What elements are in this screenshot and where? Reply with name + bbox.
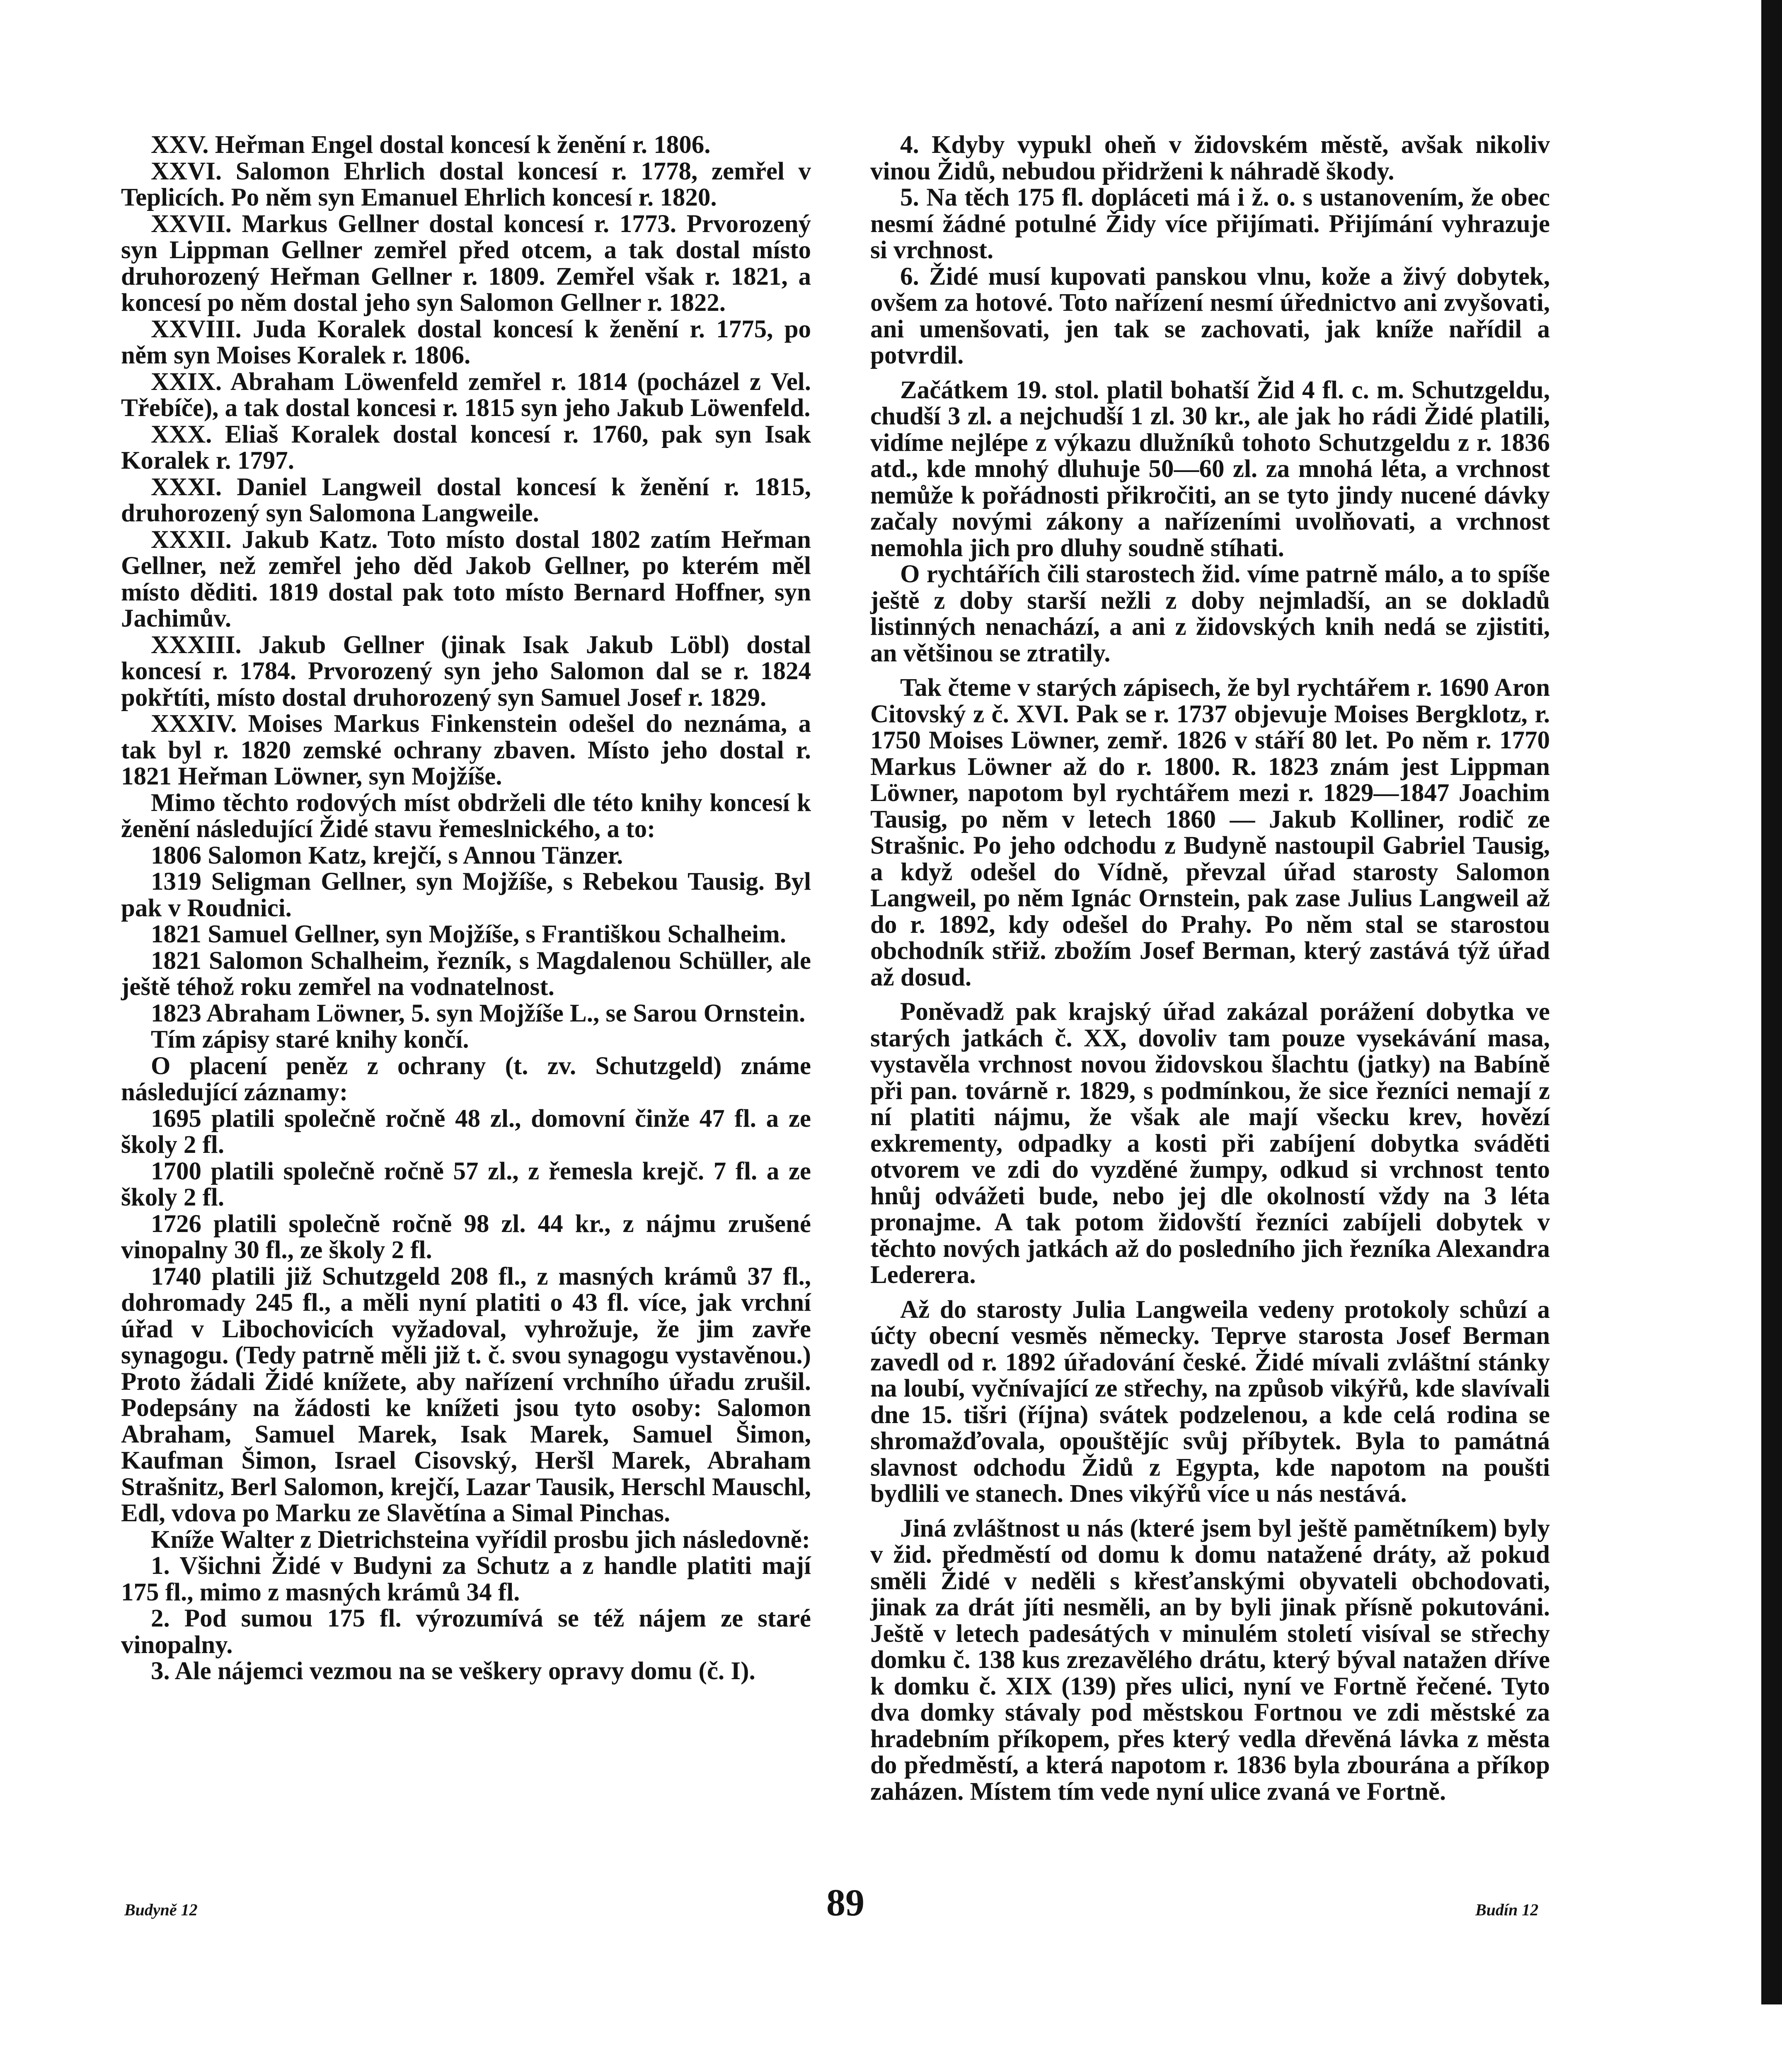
paragraph: 6. Židé musí kupovati panskou vlnu, kože a živý dobytek, ovšem za hotové. Toto nařízení nesmí úřednictvo ani zvyšovati, ani umenšovati, jen tak se zachovati, jak kníže nařídil a potvrdil. (870, 262, 1550, 369)
page-footer (0, 1883, 1761, 1922)
paragraph: 1319 Seligman Gellner, syn Mojžíše, s Rebekou Tausig. Byl pak v Roudnici. (121, 868, 811, 922)
left-column (121, 132, 811, 1685)
paragraph: 1700 platili společně ročně 57 zl., z řemesla krejč. 7 fl. a ze školy 2 fl. (121, 1157, 811, 1211)
paragraph: 1823 Abraham Löwner, 5. syn Mojžíše L., se Sarou Ornstein. (151, 999, 806, 1027)
paragraph: 2. Pod sumou 175 fl. výrozumívá se též nájem ze staré vinopalny. (121, 1605, 811, 1659)
paragraph: Tím zápisy staré knihy končí. (151, 1026, 469, 1053)
paragraph: Kníže Walter z Dietrichsteina vyřídil prosbu jich následovně: (151, 1525, 811, 1554)
paragraph: 1740 platili již Schutzgeld 208 fl., z masných krámů 37 fl., dohromady 245 fl., a měli nyní platiti o 43 fl. více, jak vrchní úřad v Libochovicích vyžadoval, vyhrožuje, že jim zavře synagogu. (Tedy patrně měli již t. č. svou synagogu vystavěnou.) Proto žádali Židé knížete, aby nařízení vrchního úřadu zrušil. Podepsány na žádosti ke knížeti jsou tyto osoby: Salomon Abraham, Samuel Marek, Isak Marek, Samuel Šimon, Kaufman Šimon, Israel Cisovský, Heršl Marek, Abraham Strašnitz, Berl Salomon, krejčí, Lazar Tausik, Herschl Mauschl, Edl, vdova po Marku ze Slavětína a Simal Pinchas. (121, 1262, 811, 1527)
paragraph: XXX. Eliaš Koralek dostal koncesí r. 1760, pak syn Isak Koralek r. 1797. (121, 420, 811, 474)
paragraph: XXVI. Salomon Ehrlich dostal koncesí r. 1778, zemřel v Teplicích. Po něm syn Emanuel Ehrlich koncesí r. 1820. (121, 157, 811, 211)
paragraph: Poněvadž pak krajský úřad zakázal porážení dobytka ve starých jatkách č. XX, dovoliv tam pouze vysekávání masa, vystavěla vrchnost novou židovskou šlachtu (jatky) na Babíně při pan. továrně r. 1829, s podmínkou, že sice řezníci nemají z ní platiti nájmu, že však ale mají všecku krev, hovězí exkrementy, odpadky a kosti při zabíjení dobytka sváděti otvorem ve zdi do vyzděné žumpy, odkud si vrchnost tento hnůj odvážeti bude, nebo jej dle okolností vždy na 3 léta pronajme. A tak potom židovští řezníci zabíjeli dobytek v těchto nových jatkách až do posledního jich řezníka Alexandra Lederera. (870, 998, 1550, 1289)
paragraph: 1. Všichni Židé v Budyni za Schutz a z handle platiti mají 175 fl., mimo z masných krámů 34 fl. (121, 1552, 811, 1606)
paragraph: XXVIII. Juda Koralek dostal koncesí k ženění r. 1775, po něm syn Moises Koralek r. 1806. (121, 315, 811, 369)
footer-left-signature: Budyně 12 (124, 1900, 198, 1919)
paragraph: O placení peněz z ochrany (t. zv. Schutzgeld) známe následující záznamy: (121, 1052, 811, 1106)
paragraph: O rychtářích čili starostech žid. víme patrně málo, a to spíše ještě z doby starší nežli z doby nejmladší, an se dokladů listinných nenachází, a ani z židovských knih nedá se zjistiti, an většinou se ztratily. (870, 560, 1550, 667)
paragraph: 4. Kdyby vypukl oheň v židovském městě, avšak nikoliv vinou Židů, nebudou přidrženi k náhradě škody. (870, 131, 1550, 185)
paragraph: 3. Ale nájemci vezmou na se veškery opravy domu (č. I). (151, 1657, 755, 1685)
paragraph: XXV. Heřman Engel dostal koncesí k ženění r. 1806. (151, 131, 711, 159)
paragraph: 1726 platili společně ročně 98 zl. 44 kr., z nájmu zrušené vinopalny 30 fl., ze školy 2 fl. (121, 1210, 811, 1264)
paragraph: XXXI. Daniel Langweil dostal koncesí k ženění r. 1815, druhorozený syn Salomona Langweile. (121, 473, 811, 527)
paragraph: Jiná zvláštnost u nás (které jsem byl ještě pamětníkem) byly v žid. předměstí od domu k domu natažené dráty, až pokud směli Židé v neděli s křesťanskými obyvateli obchodovati, jinak za drát jíti nesměli, an by byli jinak přísně pokutováni. Ještě v letech padesátých v minulém století visíval se střechy domku č. 138 kus zrezavělého drátu, který býval natažen dříve k domku č. XIX (139) přes ulici, nyní ve Fortně řečené. Tyto dva domky stávaly pod městskou Fortnou ve zdi městské za hradebním příkopem, přes který vedla dřevěná lávka z města do předměstí, a která napotom r. 1836 byla zbourána a příkop zaházen. Místem tím vede nyní ulice zvaná ve Fortně. (870, 1514, 1550, 1806)
paragraph: XXXIV. Moises Markus Finkenstein odešel do neznáma, a tak byl r. 1820 zemské ochrany zbaven. Místo jeho dostal r. 1821 Heřman Löwner, syn Mojžíše. (121, 710, 811, 790)
page-number: 89 (826, 1881, 864, 1924)
right-column (870, 132, 1550, 1805)
paragraph: 1821 Samuel Gellner, syn Mojžíše, s Františkou Schalheim. (151, 920, 786, 948)
paragraph: XXVII. Markus Gellner dostal koncesí r. 1773. Prvorozený syn Lippman Gellner zemřel před otcem, a tak dostal místo druhorozený Heřman Gellner r. 1809. Zemřel však r. 1821, a koncesí po něm dostal jeho syn Salomon Gellner r. 1822. (121, 210, 811, 317)
paragraph: XXXIII. Jakub Gellner (jinak Isak Jakub Löbl) dostal koncesí r. 1784. Prvorozený syn jeho Salomon dal se r. 1824 pokřtíti, místo dostal druhorozený syn Samuel Josef r. 1829. (121, 631, 811, 712)
paragraph: Až do starosty Julia Langweila vedeny protokoly schůzí a účty obecní vesměs německy. Teprve starosta Josef Berman zavedl od r. 1892 úřadování české. Židé mívali zvláštní stánky na loubí, vyčnívající ze střechy, na způsob vikýřů, kde slavívali dne 15. tišri (října) svátek podzelenou, a kde celá rodina se shromažďovala, opouštějíc svůj příbytek. Byla to památná slavnost odchodu Židů z Egypta, kde napotom na poušti bydlili ve stanech. Dnes vikýřů více u nás nestává. (870, 1295, 1550, 1508)
paragraph: 1821 Salomon Schalheim, řezník, s Magdalenou Schüller, ale ještě téhož roku zemřel na vodnatelnost. (121, 946, 811, 1001)
paragraph: XXIX. Abraham Löwenfeld zemřel r. 1814 (pocházel z Vel. Třebíče), a tak dostal koncesi r. 1815 syn jeho Jakub Löwenfeld. (121, 368, 811, 422)
paragraph: XXXII. Jakub Katz. Toto místo dostal 1802 zatím Heřman Gellner, než zemřel jeho děd Jakob Gellner, po kterém měl místo děditi. 1819 dostal pak toto místo Bernard Hoffner, syn Jachimův. (121, 525, 811, 632)
paragraph: Začátkem 19. stol. platil bohatší Žid 4 fl. c. m. Schutzgeldu, chudší 3 zl. a nejchudší 1 zl. 30 kr., ale jak ho rádi Židé platili, vidíme nejlépe z výkazu dlužníků tohoto Schutzgeldu z r. 1836 atd., kde mnohý dluhuje 50—60 zl. za mnohá léta, a vrchnost nemůže k pořádnosti přikročiti, an se tyto jindy nucené dávky začaly novými zákony a nařízeními uvolňovati, a vrchnost nemohla jich pro dluhy soudně stíhati. (870, 376, 1550, 562)
paragraph: 1695 platili společně ročně 48 zl., domovní činže 47 fl. a ze školy 2 fl. (121, 1104, 811, 1159)
paragraph: Tak čteme v starých zápisech, že byl rychtářem r. 1690 Aron Citovský z č. XVI. Pak se r. 1737 objevuje Moises Bergklotz, r. 1750 Moises Löwner, zemř. 1826 v stáří 80 let. Po něm r. 1770 Markus Löwner až do r. 1800. R. 1823 znám jest Lippman Löwner, napotom byl rychtářem mezi r. 1829—1847 Joachim Tausig, po něm v letech 1860 — Jakub Kolliner, rodič ze Strašnic. Po jeho odchodu z Budyně nastoupil Gabriel Tausig, a když odešel do Vídně, převzal úřad starosty Salomon Langweil, po něm Ignác Ornstein, pak zase Julius Langweil až do r. 1892, kdy odešel do Prahy. Po něm stal se starostou obchodník střiž. zbožím Josef Berman, který zastává týž úřad až dosud. (870, 674, 1550, 991)
paragraph: 1806 Salomon Katz, krejčí, s Annou Tänzer. (151, 841, 623, 869)
paragraph: Mimo těchto rodových míst obdrželi dle této knihy koncesí k ženění následující Židé stavu řemeslnického, a to: (121, 789, 811, 843)
footer-right-signature: Budín 12 (1475, 1900, 1539, 1919)
text-columns (0, 132, 1761, 1805)
paragraph: 5. Na těch 175 fl. dopláceti má i ž. o. s ustanovením, že obec nesmí žádné potulné Židy více přijímati. Přijímání vyhrazuje si vrchnost. (870, 184, 1550, 264)
